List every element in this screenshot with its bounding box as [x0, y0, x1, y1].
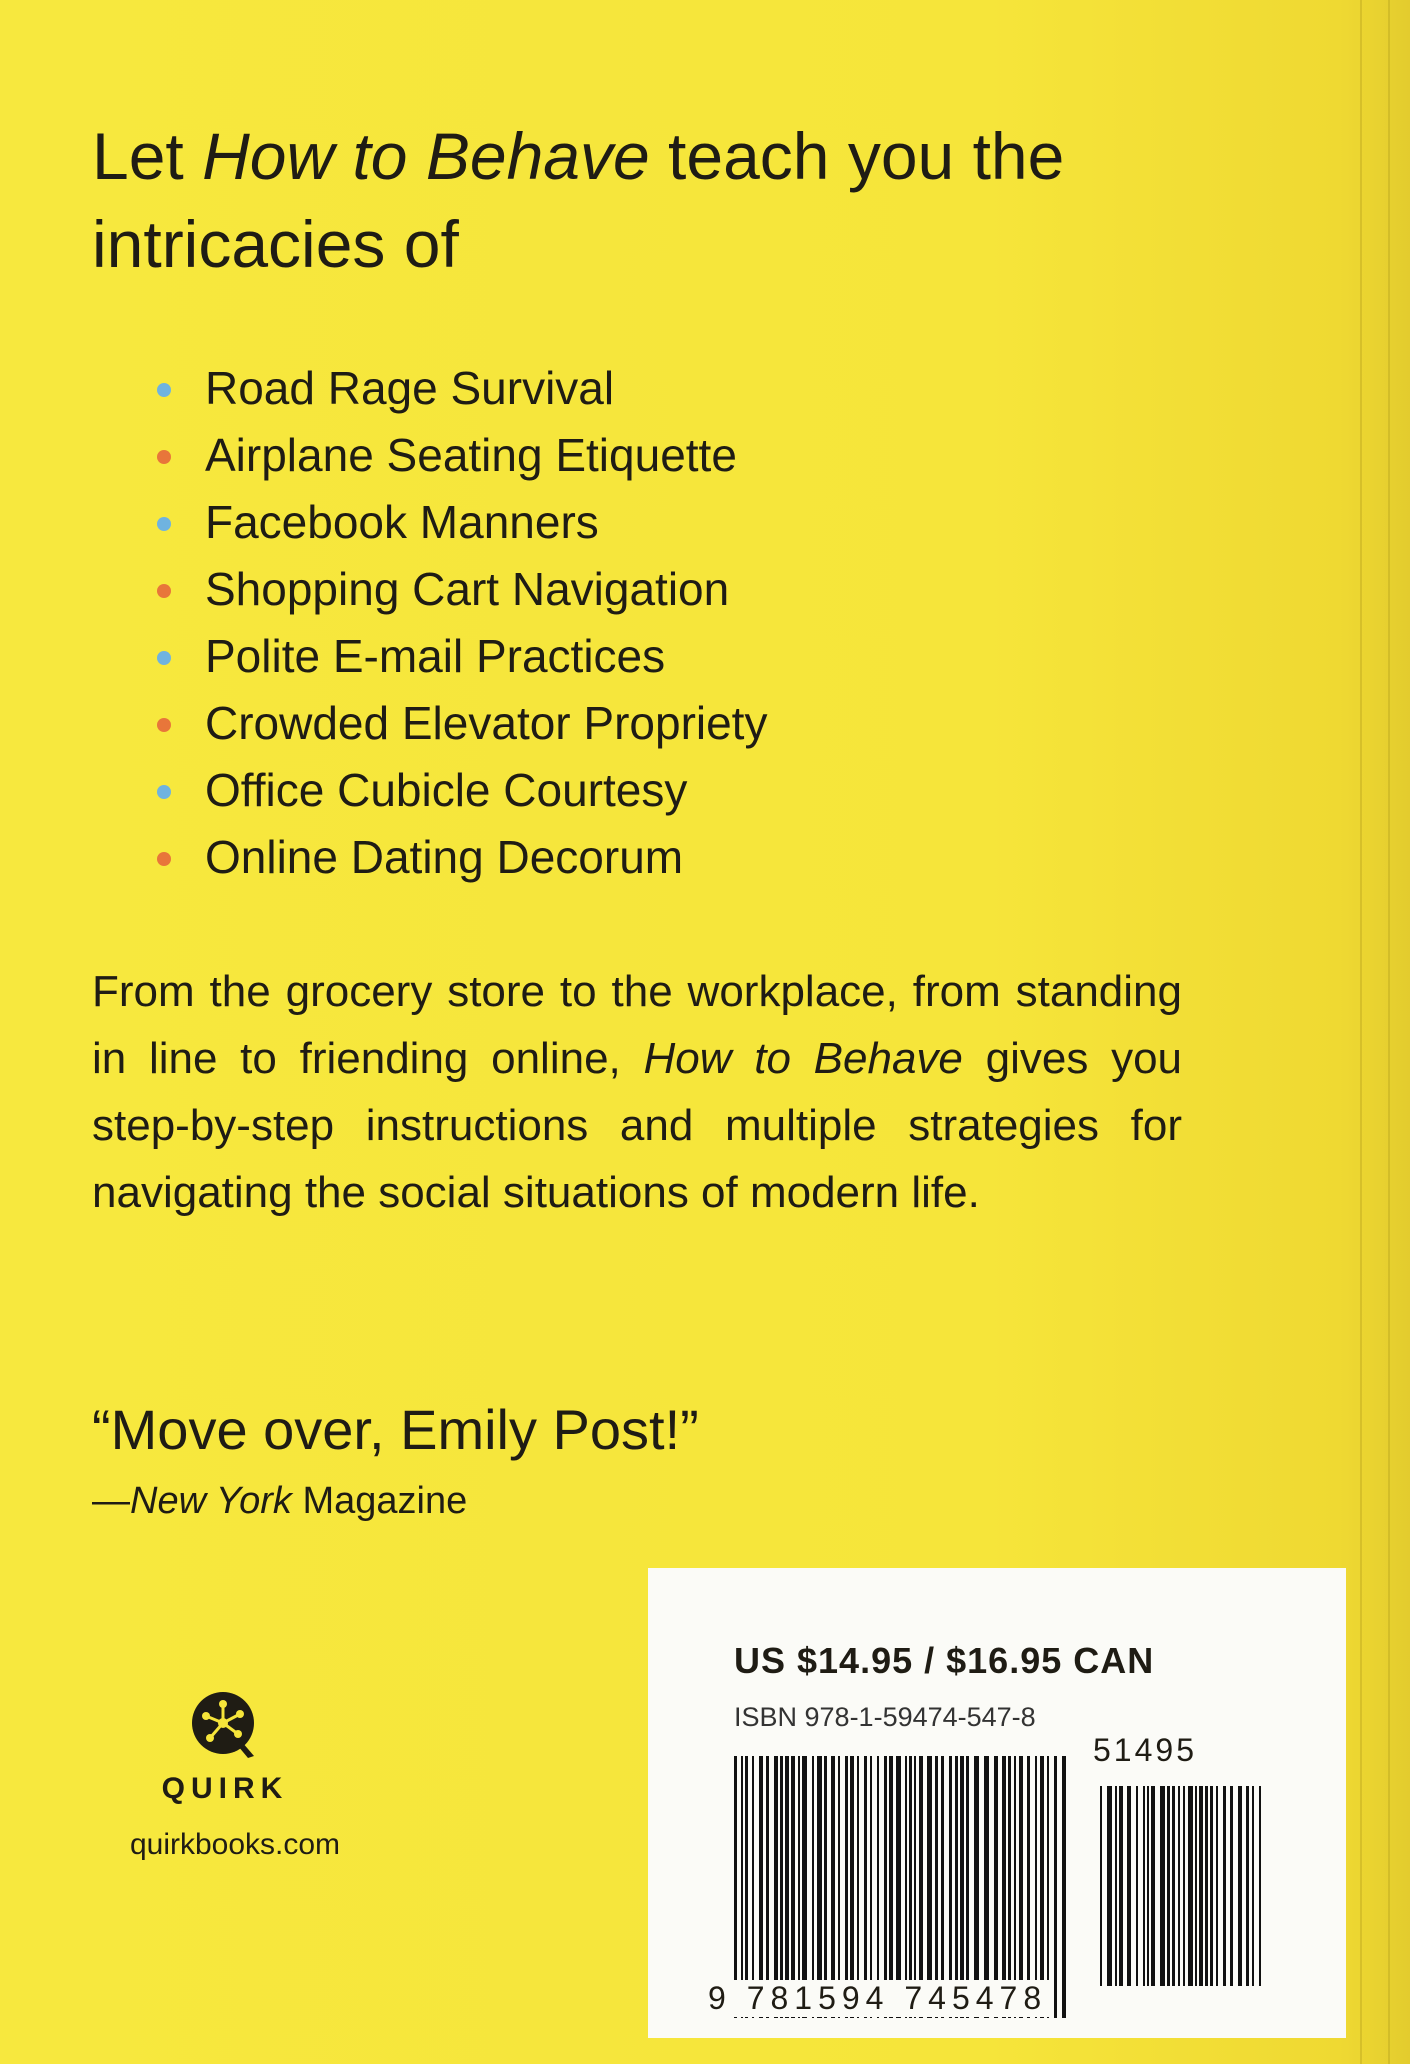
topics-list: [150, 355, 767, 891]
publisher-name: QUIRK: [161, 1772, 289, 1805]
bullet-dot-icon: [157, 383, 171, 397]
price-text: US $14.95 / $16.95 CAN: [734, 1640, 1155, 1681]
topic-item: [150, 757, 767, 824]
review-quote: “Move over, Emily Post!”: [92, 1398, 699, 1461]
topic-label: Crowded Elevator Propriety: [205, 697, 768, 749]
topic-item: [150, 355, 767, 422]
bullet-dot-icon: [157, 450, 171, 464]
topic-item: [150, 489, 767, 556]
intro-heading: Let How to Behave teach you the intricacies of: [92, 119, 1065, 281]
bullet-dot-icon: [157, 718, 171, 732]
topic-label: Shopping Cart Navigation: [205, 563, 730, 615]
topic-label: Facebook Manners: [205, 496, 599, 548]
ean-digits-text: 9 781594 745478: [704, 1980, 1051, 2017]
spine-edge: [1388, 0, 1390, 2064]
barcode-bars: [648, 1568, 1346, 2038]
topic-label: Road Rage Survival: [205, 362, 615, 414]
bullet-dot-icon: [157, 517, 171, 531]
book-title: How to Behave: [202, 119, 650, 193]
description-paragraph: From the grocery store to the workplace, from standing in line to friending online, How to Behave gives you step-by-step instructions and multiple strategies for navigating the social situations of modern life.: [92, 967, 1183, 1217]
topic-label: Polite E-mail Practices: [205, 630, 666, 682]
quote-attribution: —New York Magazine: [92, 1480, 468, 1522]
topic-item: [150, 824, 767, 891]
topic-item: [150, 556, 767, 623]
isbn-text: ISBN 978-1-59474-547-8: [734, 1702, 1036, 1732]
bullet-dot-icon: [157, 852, 171, 866]
topic-item: [150, 623, 767, 690]
price-code-text: 51495: [1093, 1732, 1197, 1768]
topic-label: Airplane Seating Etiquette: [205, 429, 737, 481]
publisher-url: quirkbooks.com: [129, 1828, 341, 1861]
bullet-dot-icon: [157, 785, 171, 799]
bullet-dot-icon: [157, 651, 171, 665]
bullet-dot-icon: [157, 584, 171, 598]
spine-fold: [1360, 0, 1362, 2064]
barcode-label: [648, 1568, 1346, 2038]
quirk-logo-icon: [190, 1690, 260, 1760]
topic-item: [150, 422, 767, 489]
topic-label: Office Cubicle Courtesy: [205, 764, 688, 816]
topic-label: Online Dating Decorum: [205, 831, 684, 883]
topic-item: [150, 690, 767, 757]
book-title-inline: How to Behave: [643, 1034, 963, 1083]
